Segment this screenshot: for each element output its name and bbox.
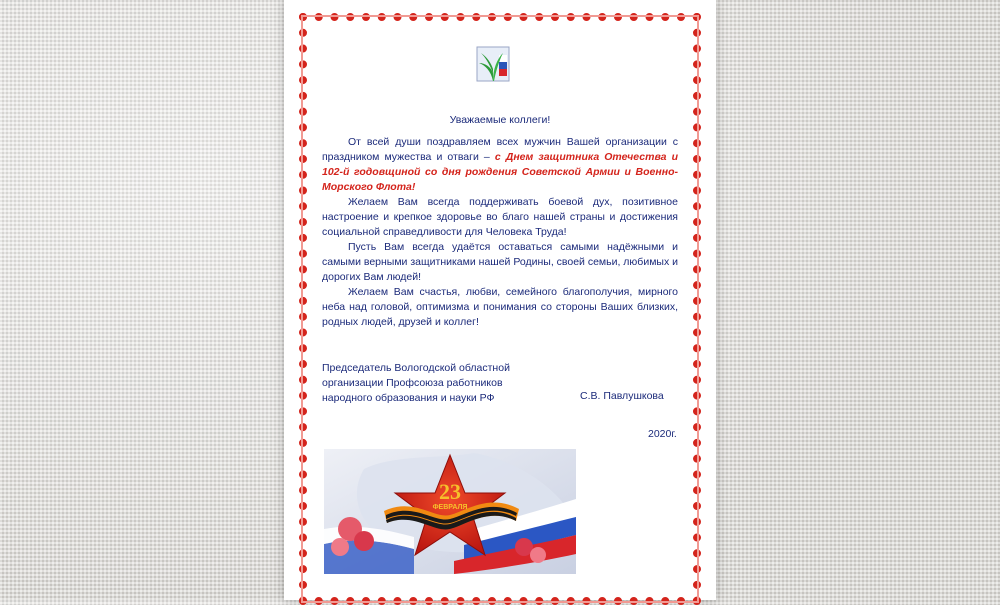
- holiday-banner: [324, 449, 576, 574]
- paragraph-1: От всей души поздравляем всех мужчин Вашей организации с праздником мужества и отваги – с Днем защитника Отечества и 102-й годовщиной со дня рождения Советской Армии и Военно-Морского Флота!: [322, 136, 678, 193]
- paragraph-2: Желаем Вам всегда поддерживать боевой дух, позитивное настроение и крепкое здоровье во благо нашей страны и достижения социальной справедливости для Человека Труда!: [322, 196, 678, 238]
- signature-line-2: организации Профсоюза работников: [322, 377, 503, 389]
- paragraph-4: Желаем Вам счастья, любви, семейного благополучия, мирного неба над головой, оптимизма и понимания со стороны Ваших близких, родных людей, друзей и коллег!: [322, 286, 678, 328]
- signature-line-1: Председатель Вологодской областной: [322, 362, 510, 374]
- greeting: Уважаемые коллеги!: [449, 114, 551, 126]
- letter-body: [322, 113, 678, 330]
- paragraph-3: Пусть Вам всегда удаётся оставаться самыми надёжными и самыми верными защитниками нашей Родины, своей семьи, любимых и дорогих Вам людей!: [322, 241, 678, 283]
- letter-sheet: [284, 0, 716, 600]
- year: 2020г.: [648, 428, 677, 440]
- union-logo-icon: [475, 43, 511, 85]
- signature-block: [322, 361, 682, 406]
- star-month: ФЕВРАЛЯ: [432, 504, 468, 511]
- signatory-name: С.В. Павлушкова: [580, 390, 664, 402]
- banner-illustration: [324, 449, 576, 574]
- star-number: 23: [439, 479, 461, 504]
- highlight-text: с Днем защитника Отечества и 102-й годовщиной со дня рождения Советской Армии и Военно-Морского Флота!: [322, 151, 678, 193]
- signature-line-3: народного образования и науки РФ: [322, 392, 495, 404]
